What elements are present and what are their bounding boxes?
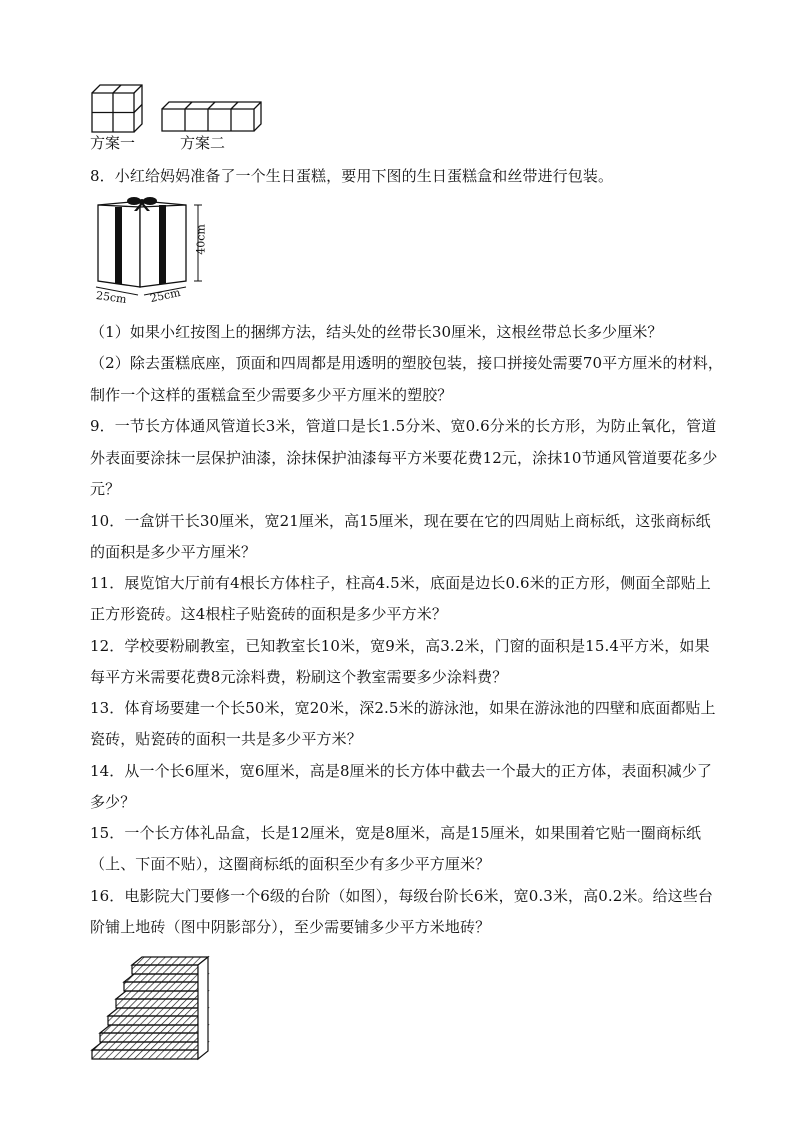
stair-side-wall: [198, 957, 208, 1059]
question-12-line2: 每平方米需要花费8元涂料费，粉刷这个教室需要多少涂料费？: [90, 668, 508, 686]
stair-tread: [116, 991, 208, 999]
stair-tread: [108, 1008, 208, 1016]
question-8-sub1: （1）如果小红按图上的捆绑方法，结头处的丝带长30厘米，这根丝带总长多少厘米？: [90, 323, 663, 341]
stair-riser: [108, 1016, 198, 1025]
stair-riser: [124, 982, 198, 991]
stair-riser: [92, 1050, 198, 1059]
question-11-line1: 11．展览馆大厅前有4根长方体柱子，柱高4.5米，底面是边长0.6米的正方形，侧面全部贴上: [90, 574, 711, 592]
depth-label: 25cm: [148, 285, 182, 306]
stair-tread: [92, 1042, 208, 1050]
plan-two-label: 方案二: [180, 134, 226, 152]
question-11-line2: 正方形瓷砖。这4根柱子贴瓷砖的面积是多少平方米？: [90, 605, 447, 623]
stair-riser: [116, 999, 198, 1008]
question-8-sub2-line1: （2）除去蛋糕底座，顶面和四周都是用透明的塑胶包装，接口拼接处需要70平方厘米的材料，: [90, 354, 723, 372]
question-13-line2: 瓷砖，贴瓷砖的面积一共是多少平方米？: [90, 730, 362, 748]
question-9-line2: 外表面要涂抹一层保护油漆，涂抹保护油漆每平方米要花费12元，涂抹10节通风管道要花多少: [90, 449, 718, 467]
stair-tread: [132, 957, 208, 965]
question-13-line1: 13．体育场要建一个长50米，宽20米，深2.5米的游泳池，如果在游泳池的四壁和底面都贴上: [90, 699, 716, 717]
question-9-line3: 元？: [90, 480, 121, 498]
plan-one-figure: [90, 82, 148, 134]
question-16-line1: 16．电影院大门要修一个6级的台阶（如图），每级台阶长6米，宽0.3米，高0.2米。给这些台: [90, 887, 713, 905]
question-14-line1: 14．从一个长6厘米，宽6厘米，高是8厘米的长方体中截去一个最大的正方体，表面积减少了: [90, 762, 713, 780]
question-10-line2: 的面积是多少平方厘米？: [90, 543, 257, 561]
question-16-line2: 阶铺上地砖（图中阴影部分），至少需要铺多少平方米地砖？: [90, 918, 491, 936]
question-15-line2: （上、下面不贴），这圈商标纸的面积至少有多少平方厘米？: [90, 855, 491, 873]
stair-riser: [132, 965, 198, 974]
staircase-figure: [90, 940, 220, 1062]
question-8-text: 8．小红给妈妈准备了一个生日蛋糕，要用下图的生日蛋糕盒和丝带进行包装。: [90, 167, 614, 185]
width-label: 25cm: [95, 288, 128, 307]
question-9-line1: 9．一节长方体通风管道长3米，管道口是长1.5分米、宽0.6分米的长方形，为防止氧化，管道: [90, 417, 717, 435]
stair-riser: [100, 1033, 198, 1042]
stair-tread: [124, 974, 208, 982]
stair-tread: [100, 1025, 208, 1033]
plan-one-label: 方案一: [90, 134, 136, 152]
plan-two-figure: [160, 100, 264, 136]
question-8-sub2-line2: 制作一个这样的蛋糕盒至少需要多少平方厘米的塑胶？: [90, 386, 453, 404]
question-14-line2: 多少？: [90, 793, 136, 811]
question-10-line1: 10．一盒饼干长30厘米，宽21厘米，高15厘米，现在要在它的四周贴上商标纸，这张商标纸: [90, 512, 711, 530]
cake-box-figure: [88, 195, 218, 307]
question-12-line1: 12．学校要粉刷教室，已知教室长10米，宽9米，高3.2米，门窗的面积是15.4平方米，如果: [90, 637, 710, 655]
question-15-line1: 15．一个长方体礼品盒，长是12厘米，宽是8厘米，高是15厘米，如果围着它贴一圈商标纸: [90, 824, 702, 842]
height-label: 40cm: [194, 224, 208, 255]
